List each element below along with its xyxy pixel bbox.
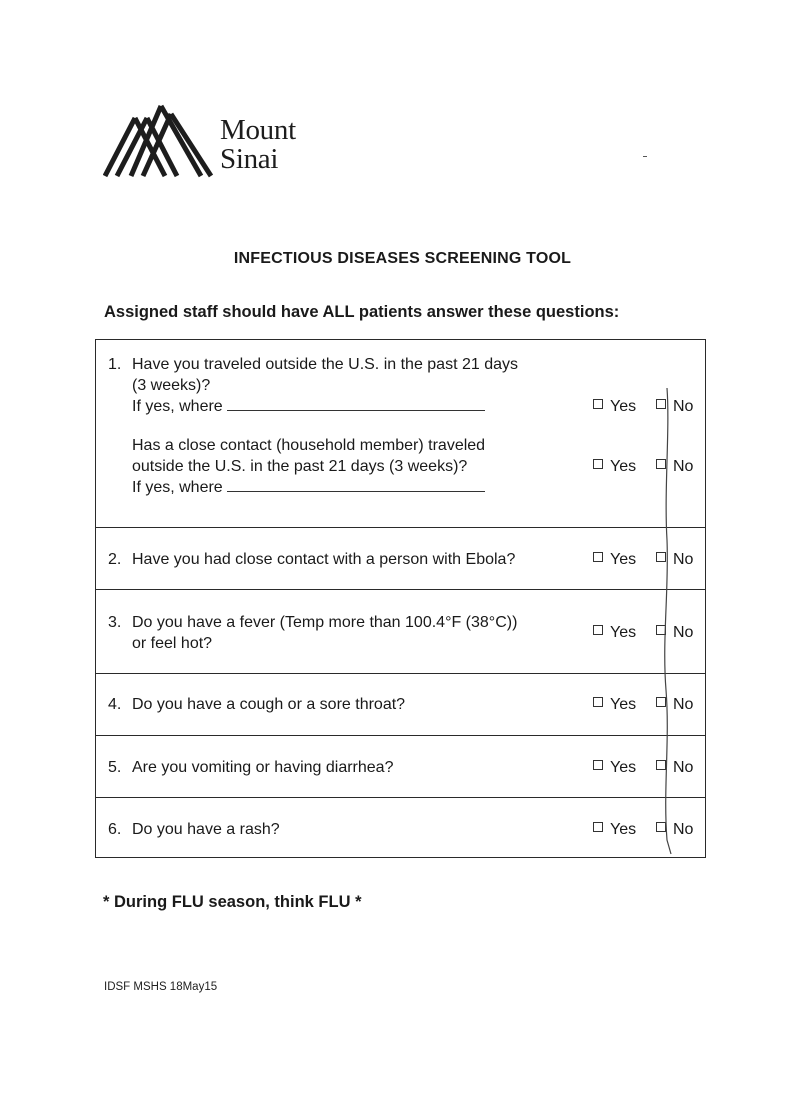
checkbox-icon[interactable]	[656, 552, 666, 562]
no-label: No	[673, 821, 694, 838]
checkbox-icon[interactable]	[656, 697, 666, 707]
q1b-yes-option[interactable]	[593, 456, 636, 477]
q1-yes-option[interactable]	[593, 396, 636, 417]
question-number: 2.	[108, 551, 122, 568]
scan-speck	[643, 156, 647, 157]
question-row-1	[96, 340, 705, 527]
question-text: Have you had close contact with a person with Ebola?	[132, 551, 516, 568]
yes-label: Yes	[610, 624, 637, 641]
q5-yes-option[interactable]	[593, 757, 636, 778]
checkbox-icon[interactable]	[656, 459, 666, 469]
mountain-peaks-icon	[103, 104, 215, 180]
contact-location-prompt	[132, 477, 485, 498]
question-row-6	[96, 797, 705, 859]
if-yes-label: If yes, where	[132, 479, 223, 496]
q1b-no-option[interactable]	[656, 456, 693, 477]
q4-yes-option[interactable]	[593, 694, 636, 715]
q3-no-option[interactable]	[656, 622, 693, 643]
question-text: Do you have a cough or a sore throat?	[132, 696, 406, 713]
logo-wordmark	[220, 116, 296, 174]
sub-question-text: Has a close contact (household member) traveled outside the U.S. in the past 21 days (3 weeks)?	[132, 437, 486, 475]
yes-label: Yes	[610, 458, 637, 475]
yes-label: Yes	[610, 551, 637, 568]
yes-label: Yes	[610, 398, 637, 415]
question-row-2	[96, 527, 705, 590]
checkbox-icon[interactable]	[593, 552, 603, 562]
instructions-text: Assigned staff should have ALL patients answer these questions:	[104, 303, 620, 321]
question-text: Are you vomiting or having diarrhea?	[132, 759, 394, 776]
checkbox-icon[interactable]	[656, 760, 666, 770]
q6-yes-option[interactable]	[593, 819, 636, 840]
checkbox-icon[interactable]	[593, 760, 603, 770]
mount-sinai-logo	[103, 104, 333, 180]
no-label: No	[673, 458, 694, 475]
question-text: Have you traveled outside the U.S. in the past 21 days (3 weeks)?	[132, 356, 519, 394]
travel-location-prompt	[132, 396, 485, 417]
travel-location-field[interactable]	[227, 396, 485, 411]
q1-no-option[interactable]	[656, 396, 693, 417]
no-label: No	[673, 696, 694, 713]
q5-no-option[interactable]	[656, 757, 693, 778]
yes-label: Yes	[610, 821, 637, 838]
question-row-5	[96, 735, 705, 798]
checkbox-icon[interactable]	[593, 822, 603, 832]
question-text: Do you have a fever (Temp more than 100.4°F (38°C)) or feel hot?	[132, 614, 518, 652]
flu-season-note: * During FLU season, think FLU *	[103, 893, 362, 911]
q2-yes-option[interactable]	[593, 549, 636, 570]
checkbox-icon[interactable]	[656, 399, 666, 409]
question-text: Do you have a rash?	[132, 821, 280, 838]
checkbox-icon[interactable]	[593, 697, 603, 707]
if-yes-label: If yes, where	[132, 398, 223, 415]
checkbox-icon[interactable]	[656, 625, 666, 635]
screening-questions-table	[95, 339, 706, 858]
checkbox-icon[interactable]	[656, 822, 666, 832]
no-label: No	[673, 551, 694, 568]
checkbox-icon[interactable]	[593, 625, 603, 635]
contact-location-field[interactable]	[227, 477, 485, 492]
form-id-footer: IDSF MSHS 18May15	[104, 981, 218, 993]
q2-no-option[interactable]	[656, 549, 693, 570]
checkbox-icon[interactable]	[593, 459, 603, 469]
checkbox-icon[interactable]	[593, 399, 603, 409]
q6-no-option[interactable]	[656, 819, 693, 840]
question-number: 4.	[108, 696, 122, 713]
logo-line-mount: Mount	[220, 114, 296, 146]
q3-yes-option[interactable]	[593, 622, 636, 643]
no-label: No	[673, 759, 694, 776]
page-title: INFECTIOUS DISEASES SCREENING TOOL	[233, 250, 572, 267]
question-number: 6.	[108, 821, 122, 838]
question-number: 3.	[108, 614, 122, 631]
no-label: No	[673, 624, 694, 641]
question-number: 1.	[108, 356, 122, 373]
no-label: No	[673, 398, 694, 415]
question-row-3	[96, 589, 705, 674]
yes-label: Yes	[610, 696, 637, 713]
question-number: 5.	[108, 759, 122, 776]
logo-line-sinai: Sinai	[220, 143, 279, 175]
question-row-4	[96, 673, 705, 736]
q4-no-option[interactable]	[656, 694, 693, 715]
yes-label: Yes	[610, 759, 637, 776]
